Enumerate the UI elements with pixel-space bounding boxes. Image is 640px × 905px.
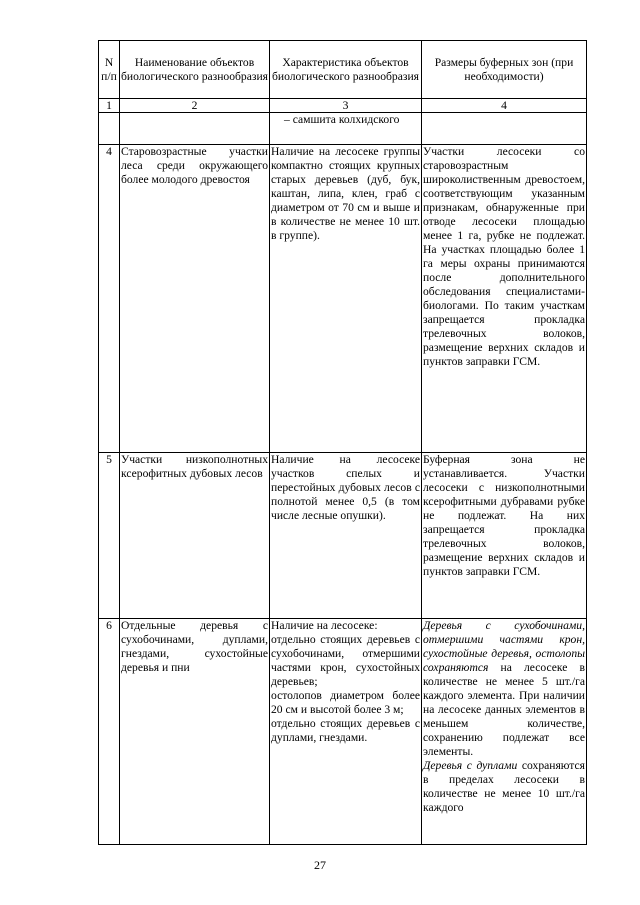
- characteristic-line: остолопов диаметром более 20 см и высотой более 3 м;: [271, 689, 420, 716]
- header-characteristic: Характеристика объектов биологического разнообразия: [270, 41, 422, 99]
- buffer-zones-table: [98, 40, 587, 845]
- row-number: 6: [99, 619, 120, 845]
- characteristic-line: отдельно стоящих деревьев с сухобочинами, отмершими частями крон, сухостойных деревьев;: [271, 633, 420, 688]
- buffer-cell: [422, 619, 587, 845]
- characteristic-cell: [270, 619, 422, 845]
- object-name-cell: Отдельные деревья с сухобочинами, дуплами, гнездами, сухостойные деревья и пни: [120, 619, 270, 845]
- header-row: [99, 41, 587, 99]
- index-cell: 2: [120, 99, 270, 113]
- index-cell: 4: [422, 99, 587, 113]
- characteristic-cell: Наличие на лесосеке участков спелых и перестойных дубовых лесов с полнотой менее 0,5 (в том числе лесные опушки).: [270, 453, 422, 619]
- buffer-text: на лесосеке в количестве не менее 5 шт./га каждого элемента. При наличии на лесосеке данных элементов в меньшем количестве, сохранению подлежат все элементы.: [423, 661, 585, 758]
- row-number: 4: [99, 145, 120, 453]
- buffer-cell: Участки лесосеки со старовозрастным широколиственным древостоем, соответствующим указанным признакам, обнаруженные при отводе лесосеки площадью менее 1 га, рубке не подлежат. На участках площадью более 1 га меры охраны принимаются после дополнительного обследования специалистами-биологами. По таким участкам запрещается прокладка трелевочных волоков, размещение верхних складов и пунктов заправки ГСМ.: [422, 145, 587, 453]
- buffer-cell: Буферная зона не устанавливается. Участки лесосеки с низкополнотными ксерофитными дубравами рубке не подлежат. На них запрещается прокладка трелевочных волоков, размещение верхних складов и пунктов заправки ГСМ.: [422, 453, 587, 619]
- header-object-name: Наименование объектов биологического разнообразия: [120, 41, 270, 99]
- continuation-text: – самшита колхидского: [270, 113, 422, 145]
- index-cell: 3: [270, 99, 422, 113]
- row-number: 5: [99, 453, 120, 619]
- index-row: [99, 99, 587, 113]
- object-name-cell: Старовозрастные участки леса среди окружающего более молодого древостоя: [120, 145, 270, 453]
- header-buffer-size: Размеры буферных зон (при необходимости): [422, 41, 587, 99]
- index-cell: 1: [99, 99, 120, 113]
- object-name-cell: Участки низкополнотных ксерофитных дубовых лесов: [120, 453, 270, 619]
- characteristic-line: Наличие на лесосеке:: [271, 619, 378, 632]
- characteristic-cell: Наличие на лесосеке группы компактно стоящих крупных старых деревьев (дуб, бук, каштан, липа, клен, граб с диаметром от 70 см и выше и в количестве не менее 10 шт. в группе).: [270, 145, 422, 453]
- table-row: [99, 145, 587, 453]
- table-row: [99, 619, 587, 845]
- buffer-italic-text: Деревья с сухобочинами, отмершими частями крон, сухостойные деревья, остолопы сохраняются: [423, 619, 585, 674]
- continuation-row: [99, 113, 587, 145]
- buffer-text: сохраняются в пределах лесосеки в количестве не менее 10 шт./га каждого: [423, 759, 585, 814]
- characteristic-line: отдельно стоящих деревьев с дуплами, гнездами.: [271, 717, 420, 744]
- buffer-italic-text: Деревья с дуплами: [423, 759, 518, 772]
- page-number: 27: [314, 858, 326, 872]
- table-row: [99, 453, 587, 619]
- header-number: N п/п: [99, 41, 120, 99]
